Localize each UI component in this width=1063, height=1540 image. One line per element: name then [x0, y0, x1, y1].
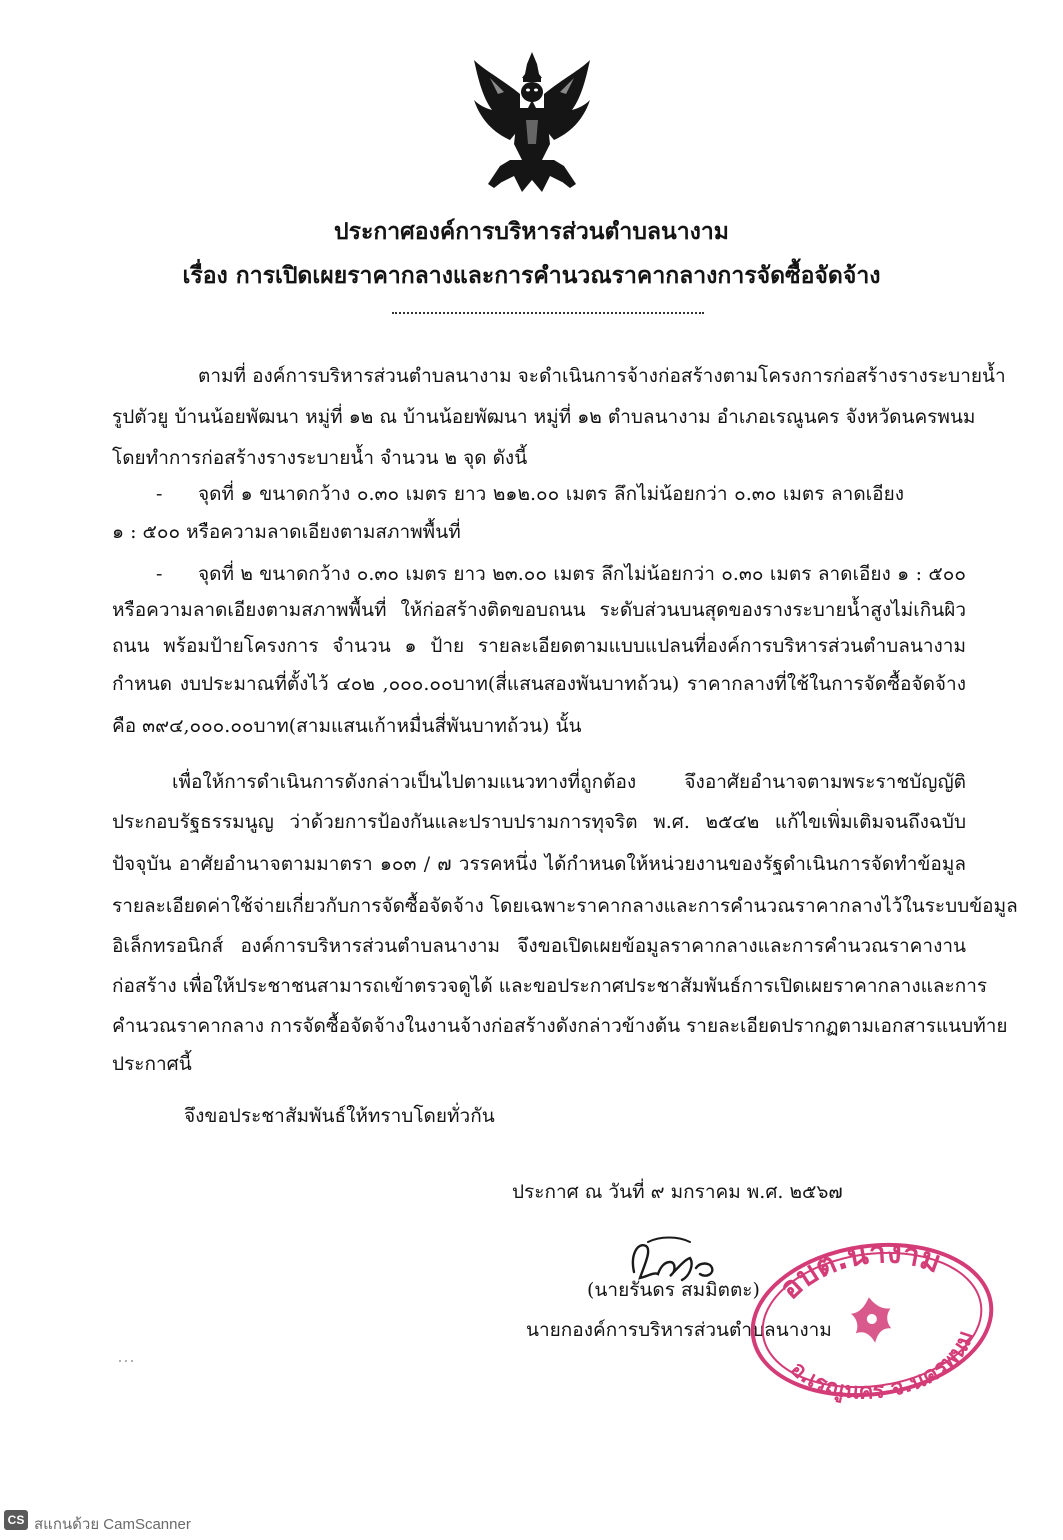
camscanner-watermark: สแกนด้วย CamScanner: [34, 1516, 191, 1533]
list-item-line: คือ ๓๙๔,๐๐๐.๐๐บาท(สามแสนเก้าหมื่นสี่พันบาทถ้วน) นั้น: [112, 715, 582, 737]
paragraph-line: รูปตัวยู บ้านน้อยพัฒนา หมู่ที่ ๑๒ ณ บ้านน้อยพัฒนา หมู่ที่ ๑๒ ตำบลนางาม อำเภอเรณูนคร จังหวัดนครพนม: [112, 406, 976, 428]
title-divider: [392, 312, 704, 314]
signatory-name: (นายรันดร สมมิตตะ): [587, 1279, 760, 1301]
list-item-line: ๑ : ๕๐๐ หรือความลาดเอียงตามสภาพพื้นที่: [112, 521, 461, 543]
signatory-position: นายกองค์การบริหารส่วนตำบลนางาม: [526, 1319, 832, 1341]
list-item-line: จุดที่ ๒ ขนาดกว้าง ๐.๓๐ เมตร ยาว ๒๓.๐๐ เมตร ลึกไม่น้อยกว่า ๐.๓๐ เมตร ลาดเอียง ๑ : ๕๐๐: [198, 563, 966, 585]
stamp-top-text: อบต.นางาม: [772, 1235, 946, 1307]
stamp-bottom-text: อ.เรณูนคร จ.นครพนม: [785, 1327, 979, 1405]
list-item-line: จุดที่ ๑ ขนาดกว้าง ๐.๓๐ เมตร ยาว ๒๑๒.๐๐ เมตร ลึกไม่น้อยกว่า ๐.๓๐ เมตร ลาดเอียง: [198, 483, 904, 505]
bullet-marker: -: [156, 563, 163, 585]
announcement-title: ประกาศองค์การบริหารส่วนตำบลนางาม: [334, 218, 729, 245]
closing-line: จึงขอประชาสัมพันธ์ให้ทราบโดยทั่วกัน: [184, 1105, 495, 1127]
paragraph-line: เพื่อให้การดำเนินการดังกล่าวเป็นไปตามแนวทางที่ถูกต้อง จึงอาศัยอำนาจตามพระราชบัญญัติ: [172, 771, 966, 793]
bullet-marker: -: [156, 483, 163, 505]
official-stamp: [742, 1235, 1002, 1405]
paragraph-line: ปัจจุบัน อาศัยอำนาจตามมาตรา ๑๐๓ / ๗ วรรคหนึ่ง ได้กำหนดให้หน่วยงานของรัฐดำเนินการจัดทำข้อมูล: [112, 853, 966, 875]
paragraph-line: ก่อสร้าง เพื่อให้ประชาชนสามารถเข้าตรวจดูได้ และขอประกาศประชาสัมพันธ์การเปิดเผยราคากลางและการ: [112, 975, 988, 997]
paragraph-line: โดยทำการก่อสร้างรางระบายน้ำ จำนวน ๒ จุด ดังนี้: [112, 447, 528, 469]
paragraph-line: คำนวณราคากลาง การจัดซื้อจัดจ้างในงานจ้างก่อสร้างดังกล่าวข้างต้น รายละเอียดปรากฏตามเอกสารแนบท้าย: [112, 1015, 1008, 1037]
list-item-line: หรือความลาดเอียงตามสภาพพื้นที่ ให้ก่อสร้างติดขอบถนน ระดับส่วนบนสุดของรางระบายน้ำสูงไม่เกินผิว: [112, 599, 966, 621]
paragraph-line: ประกาศนี้: [112, 1053, 192, 1075]
camscanner-logo-icon: CS: [4, 1510, 28, 1530]
stamp-emblem-icon: [849, 1294, 895, 1345]
paragraph-line: อิเล็กทรอนิกส์ องค์การบริหารส่วนตำบลนางาม จึงขอเปิดเผยข้อมูลราคากลางและการคำนวณราคางาน: [112, 935, 966, 957]
list-item-line: กำหนด งบประมาณที่ตั้งไว้ ๔๐๒ ,๐๐๐.๐๐บาท(สี่แสนสองพันบาทถ้วน) ราคากลางที่ใช้ในการจัดซื้อจัดจ้าง: [112, 673, 966, 695]
paragraph-line: รายละเอียดค่าใช้จ่ายเกี่ยวกับการจัดซื้อจัดจ้าง โดยเฉพาะราคากลางและการคำนวณราคากลางไว้ในระบบข้อมูล: [112, 895, 1018, 917]
list-item-line: ถนน พร้อมป้ายโครงการ จำนวน ๑ ป้าย รายละเอียดตามแบบแปลนที่องค์การบริหารส่วนตำบลนางาม: [112, 635, 966, 657]
announcement-date: ประกาศ ณ วันที่ ๙ มกราคม พ.ศ. ๒๕๖๗: [512, 1181, 843, 1203]
garuda-emblem-icon: [470, 48, 594, 204]
scan-specks: [118, 1358, 138, 1364]
paragraph-line: ประกอบรัฐธรรมนูญ ว่าด้วยการป้องกันและปราบปรามการทุจริต พ.ศ. ๒๕๔๒ แก้ไขเพิ่มเติมจนถึงฉบับ: [112, 811, 966, 833]
paragraph-line: ตามที่ องค์การบริหารส่วนตำบลนางาม จะดำเนินการจ้างก่อสร้างตามโครงการก่อสร้างรางระบายน้ำ: [198, 365, 1006, 387]
announcement-subject: เรื่อง การเปิดเผยราคากลางและการคำนวณราคากลางการจัดซื้อจัดจ้าง: [182, 262, 881, 289]
